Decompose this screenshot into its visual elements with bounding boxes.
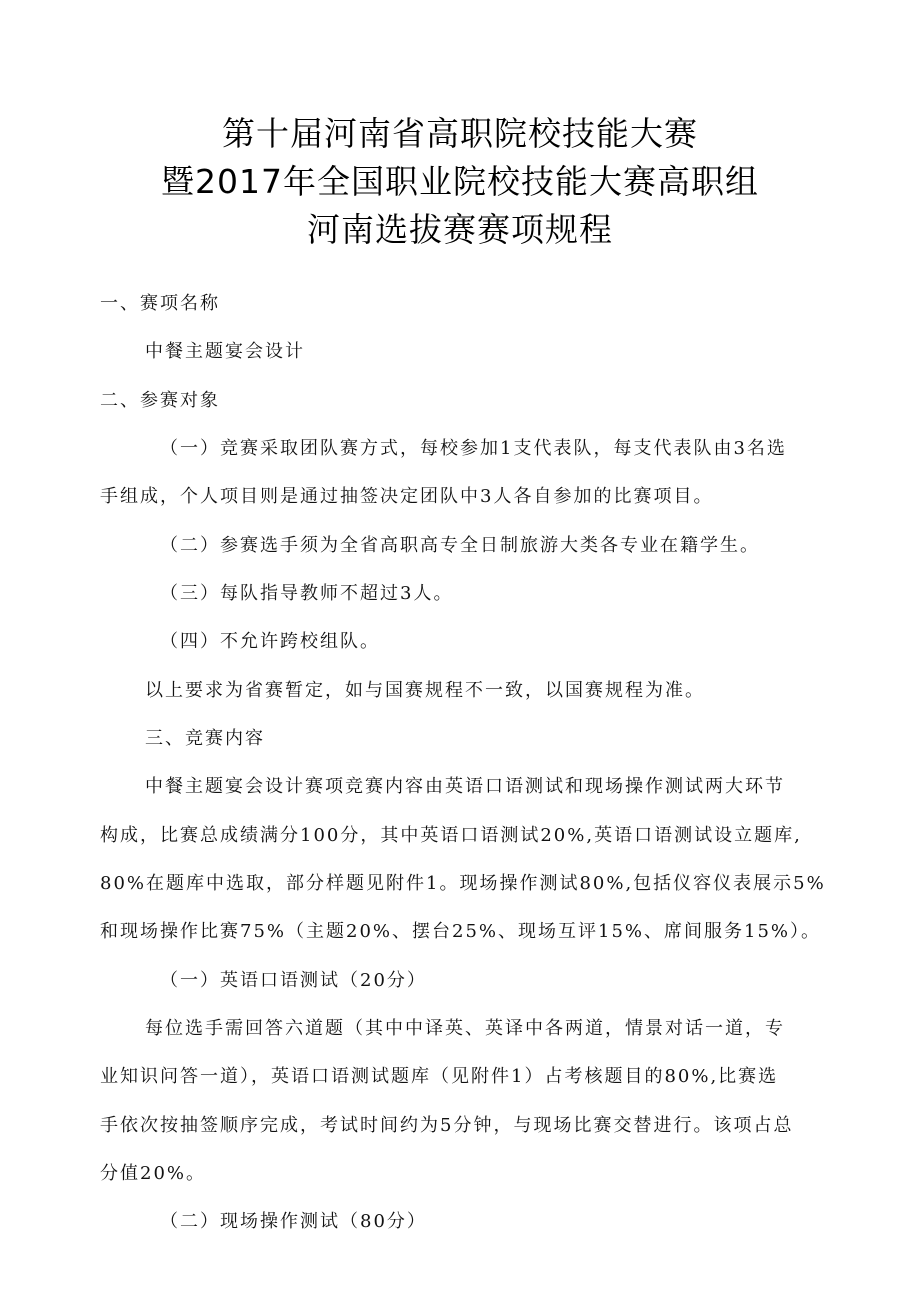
text-line: 手组成，个人项目则是通过抽签决定团队中3人各自参加的比赛项目。 — [100, 486, 714, 507]
text-line: 和现场操作比赛75%（主题20%、摆台25%、现场互评15%、席间服务15%）。 — [100, 921, 822, 942]
text-line: （三）每队指导教师不超过3人。 — [160, 583, 454, 604]
text-line: 以上要求为省赛暂定，如与国赛规程不一致，以国赛规程为准。 — [145, 680, 705, 701]
text-line: （二）参赛选手须为全省高职高专全日制旅游大类各专业在籍学生。 — [160, 535, 760, 556]
subsection-heading-2: （二）现场操作测试（80分） — [160, 1211, 427, 1232]
text-line: 业知识问答一道），英语口语测试题库（见附件1）占考核题目的80%,比赛选 — [100, 1066, 779, 1087]
text-line: 每位选手需回答六道题（其中中译英、英译中各两道，情景对话一道，专 — [145, 1018, 785, 1039]
subsection-heading-1: （一）英语口语测试（20分） — [160, 970, 427, 991]
text-line: 中餐主题宴会设计赛项竞赛内容由英语口语测试和现场操作测试两大环节 — [145, 776, 785, 797]
text-line: 分值20%。 — [100, 1163, 207, 1184]
text-line: （四）不允许跨校组队。 — [160, 631, 380, 652]
text-line: 构成，比赛总成绩满分100分，其中英语口语测试20%,英语口语测试设立题库, — [100, 825, 802, 846]
text-line: 80%在题库中选取，部分样题见附件1。现场操作测试80%,包括仪容仪表展示5% — [100, 873, 826, 894]
text-line: （一）竞赛采取团队赛方式，每校参加1支代表队，每支代表队由3名选 — [160, 438, 787, 459]
section-heading-3: 三、竞赛内容 — [145, 728, 265, 749]
text-line: 中餐主题宴会设计 — [145, 341, 305, 362]
title-line-3: 河南选拔赛赛项规程 — [307, 210, 613, 249]
title-line-1: 第十届河南省高职院校技能大赛 — [222, 114, 698, 153]
text-line: 手依次按抽签顺序完成，考试时间约为5分钟，与现场比赛交替进行。该项占总 — [100, 1115, 794, 1136]
title-line-2: 暨2017年全国职业院校技能大赛高职组 — [161, 162, 759, 201]
section-heading-2: 二、参赛对象 — [100, 390, 220, 411]
section-heading-1: 一、赛项名称 — [100, 293, 220, 314]
